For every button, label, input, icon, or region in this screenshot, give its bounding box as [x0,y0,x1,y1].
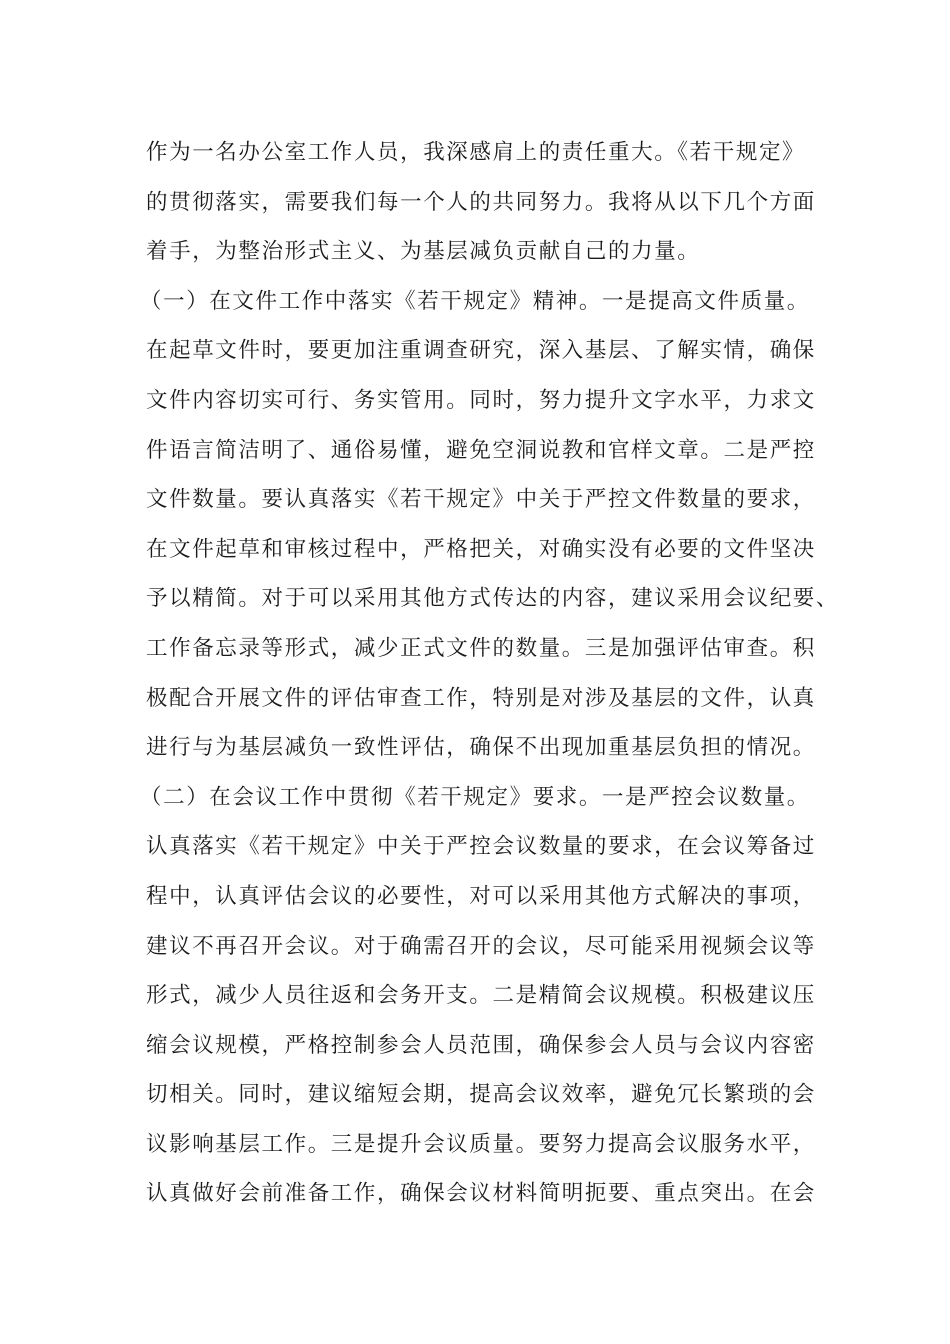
text-line: 工作备忘录等形式，减少正式文件的数量。三是加强评估审查。积 [146,635,816,661]
text-line: 在文件起草和审核过程中，严格把关，对确实没有必要的文件坚决 [146,536,816,562]
text-line: 作为一名办公室工作人员，我深感肩上的责任重大。《若干规定》 [146,140,806,165]
text-line: 认真做好会前准备工作，确保会议材料简明扼要、重点突出。在会 [146,1181,816,1207]
section-heading-line: （一）在文件工作中落实《若干规定》精神。一是提高文件质量。 [140,288,810,314]
section-heading-line: （二）在会议工作中贯彻《若干规定》要求。一是严控会议数量。 [140,784,810,810]
text-line: 进行与为基层减负一致性评估，确保不出现加重基层负担的情况。 [146,735,816,761]
text-line: 议影响基层工作。三是提升会议质量。要努力提高会议服务水平， [146,1131,816,1157]
text-line: 切相关。同时，建议缩短会期，提高会议效率，避免冗长繁琐的会 [146,1082,816,1108]
text-line: 极配合开展文件的评估审查工作，特别是对涉及基层的文件，认真 [146,685,816,711]
text-line: 予以精简。对于可以采用其他方式传达的内容，建议采用会议纪要、 [146,586,840,612]
text-line: 文件内容切实可行、务实管用。同时，努力提升文字水平，力求文 [146,387,816,413]
text-line: 形式，减少人员往返和会务开支。二是精简会议规模。积极建议压 [146,983,816,1009]
document-body [140,128,840,1219]
text-line: 在起草文件时，要更加注重调查研究，深入基层、了解实情，确保 [146,338,816,364]
text-line: 的贯彻落实，需要我们每一个人的共同努力。我将从以下几个方面 [146,189,816,215]
text-line: 件语言简洁明了、通俗易懂，避免空洞说教和官样文章。二是严控 [146,437,816,463]
text-line: 建议不再召开会议。对于确需召开的会议，尽可能采用视频会议等 [146,933,816,959]
text-line: 着手，为整治形式主义、为基层减负贡献自己的力量。 [146,239,701,265]
text-line: 认真落实《若干规定》中关于严控会议数量的要求，在会议筹备过 [146,834,816,860]
text-line: 缩会议规模，严格控制参会人员范围，确保参会人员与会议内容密 [146,1032,816,1058]
text-line: 文件数量。要认真落实《若干规定》中关于严控文件数量的要求， [146,487,816,513]
text-line: 程中，认真评估会议的必要性，对可以采用其他方式解决的事项， [146,883,816,909]
